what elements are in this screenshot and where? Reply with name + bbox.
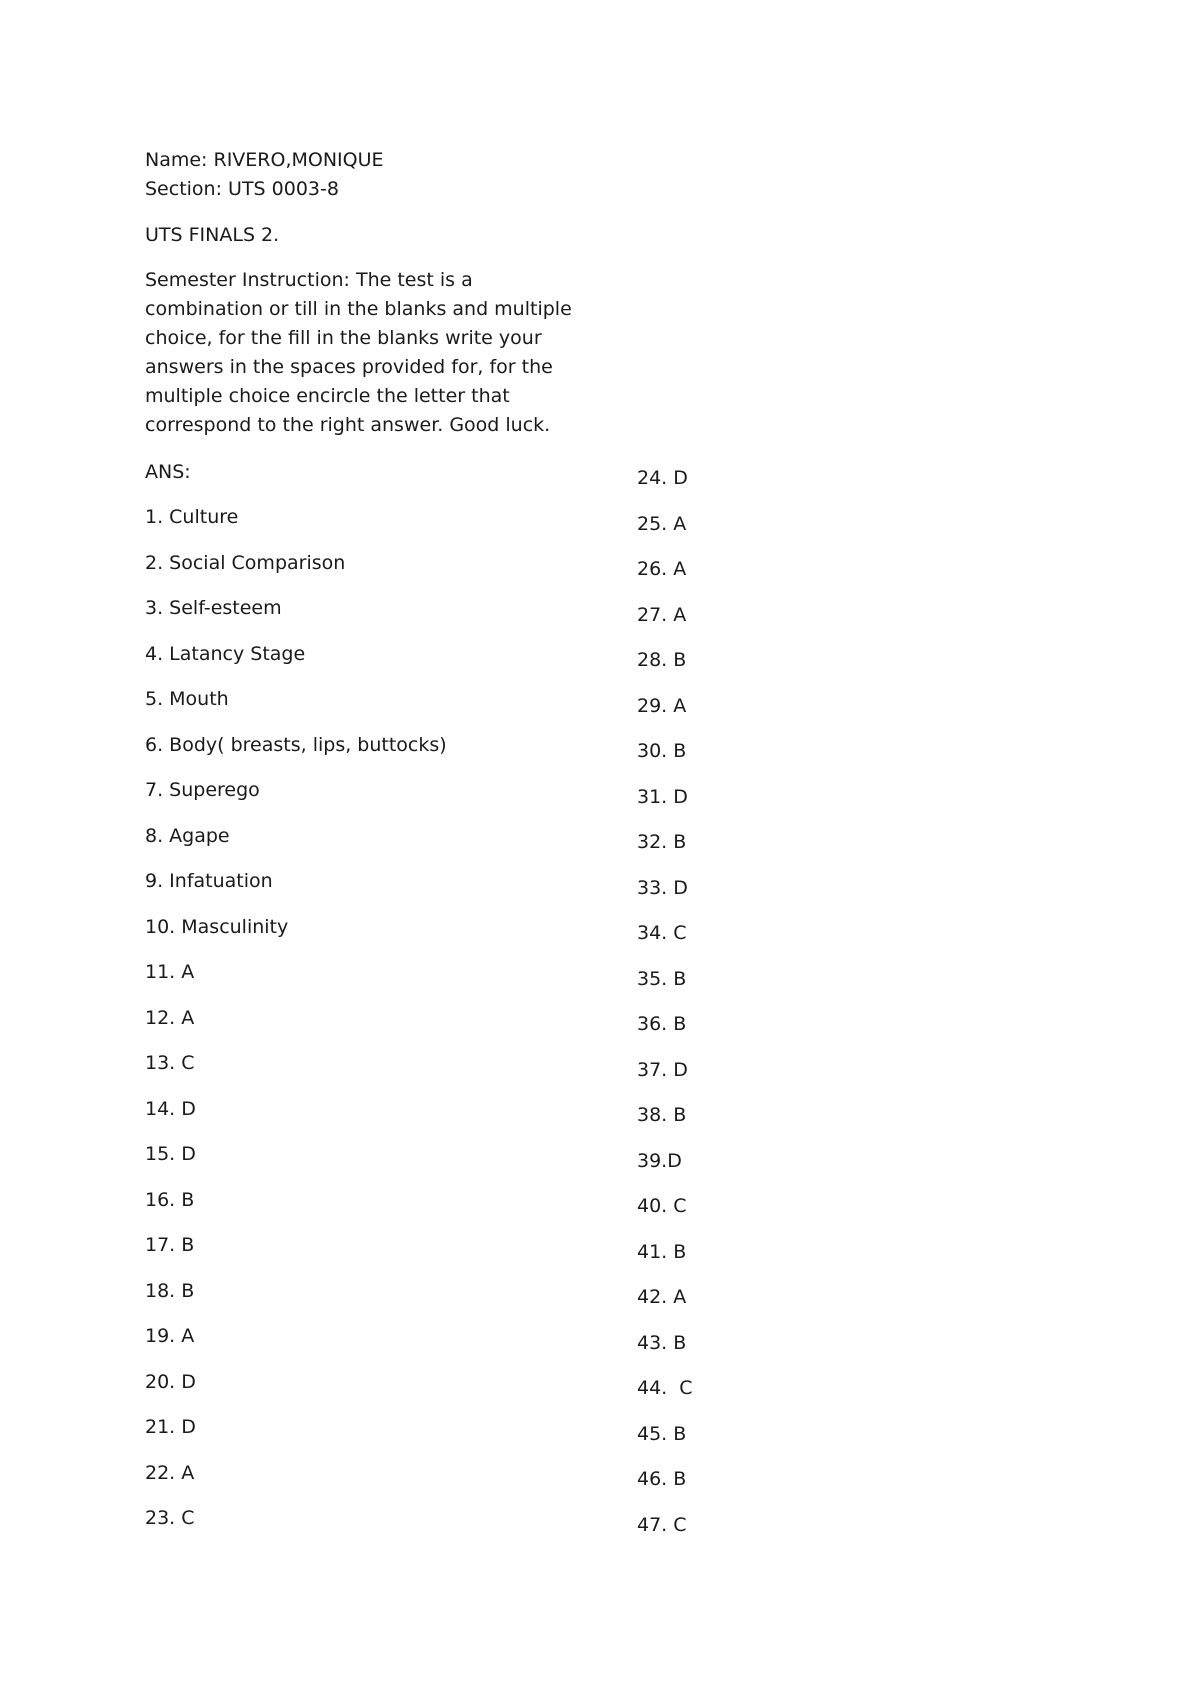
answers-label: ANS:: [145, 461, 191, 483]
answer-item: 9. Infatuation: [145, 870, 273, 892]
answer-item: 14. D: [145, 1097, 196, 1120]
answers-right-column: [637, 464, 693, 1556]
answers-left-column: [145, 503, 447, 1550]
answer-item: 22. A: [145, 1461, 195, 1484]
answer-item: 45. B: [637, 1422, 687, 1445]
answer-item: 40. C: [637, 1195, 687, 1217]
answer-item: 21. D: [145, 1416, 196, 1438]
answer-item: 31. D: [637, 785, 688, 808]
student-section: Section: UTS 0003-8: [145, 178, 339, 200]
answer-item: 35. B: [637, 967, 687, 990]
student-name: Name: RIVERO,MONIQUE: [145, 149, 384, 171]
answer-item: 7. Superego: [145, 779, 260, 801]
answer-item: 28. B: [637, 649, 687, 671]
answer-item: 2. Social Comparison: [145, 551, 346, 574]
answer-item: 1. Culture: [145, 506, 239, 528]
answer-item: 47. C: [637, 1513, 687, 1536]
answer-item: 44. C: [637, 1377, 693, 1399]
instructions-paragraph: Semester Instruction: The test is a combination or till in the blanks and multiple choice, for the fill in the blanks write your answers in the spaces provided for, for the multiple choice encircle the letter that correspond to the right answer. Good luck.: [145, 269, 572, 436]
document-title: UTS FINALS 2.: [145, 224, 280, 246]
answer-item: 4. Latancy Stage: [145, 642, 306, 665]
answer-item: 32. B: [637, 831, 687, 853]
answer-item: 30. B: [637, 740, 687, 762]
answer-item: 34. C: [637, 922, 687, 944]
answer-item: 16. B: [145, 1188, 195, 1211]
answer-item: 20. D: [145, 1370, 196, 1393]
answer-item: 43. B: [637, 1331, 687, 1354]
answer-item: 41. B: [637, 1240, 687, 1263]
answer-item: 17. B: [145, 1234, 195, 1256]
answer-item: 6. Body( breasts, lips, buttocks): [145, 733, 447, 756]
answer-item: 46. B: [637, 1468, 687, 1490]
answer-item: 37. D: [637, 1058, 688, 1081]
answer-item: 25. A: [637, 512, 687, 535]
answer-item: 3. Self-esteem: [145, 597, 282, 619]
answer-item: 27. A: [637, 603, 687, 626]
answer-item: 36. B: [637, 1013, 687, 1035]
answer-item: 42. A: [637, 1286, 687, 1308]
answer-item: 11. A: [145, 961, 195, 983]
answer-item: 10. Masculinity: [145, 915, 289, 938]
answer-item: 13. C: [145, 1052, 195, 1074]
answer-item: 8. Agape: [145, 824, 230, 847]
answer-item: 24. D: [637, 467, 688, 489]
answer-item: 12. A: [145, 1006, 195, 1029]
answer-item: 26. A: [637, 558, 687, 580]
answer-item: 18. B: [145, 1279, 195, 1302]
answer-item: 19. A: [145, 1325, 195, 1347]
answer-item: 38. B: [637, 1104, 687, 1126]
answer-item: 15. D: [145, 1143, 196, 1165]
answer-item: 5. Mouth: [145, 688, 229, 710]
answer-item: 23. C: [145, 1507, 195, 1529]
answer-item: 39.D: [637, 1149, 682, 1172]
answer-item: 29. A: [637, 694, 687, 717]
answer-item: 33. D: [637, 876, 688, 899]
